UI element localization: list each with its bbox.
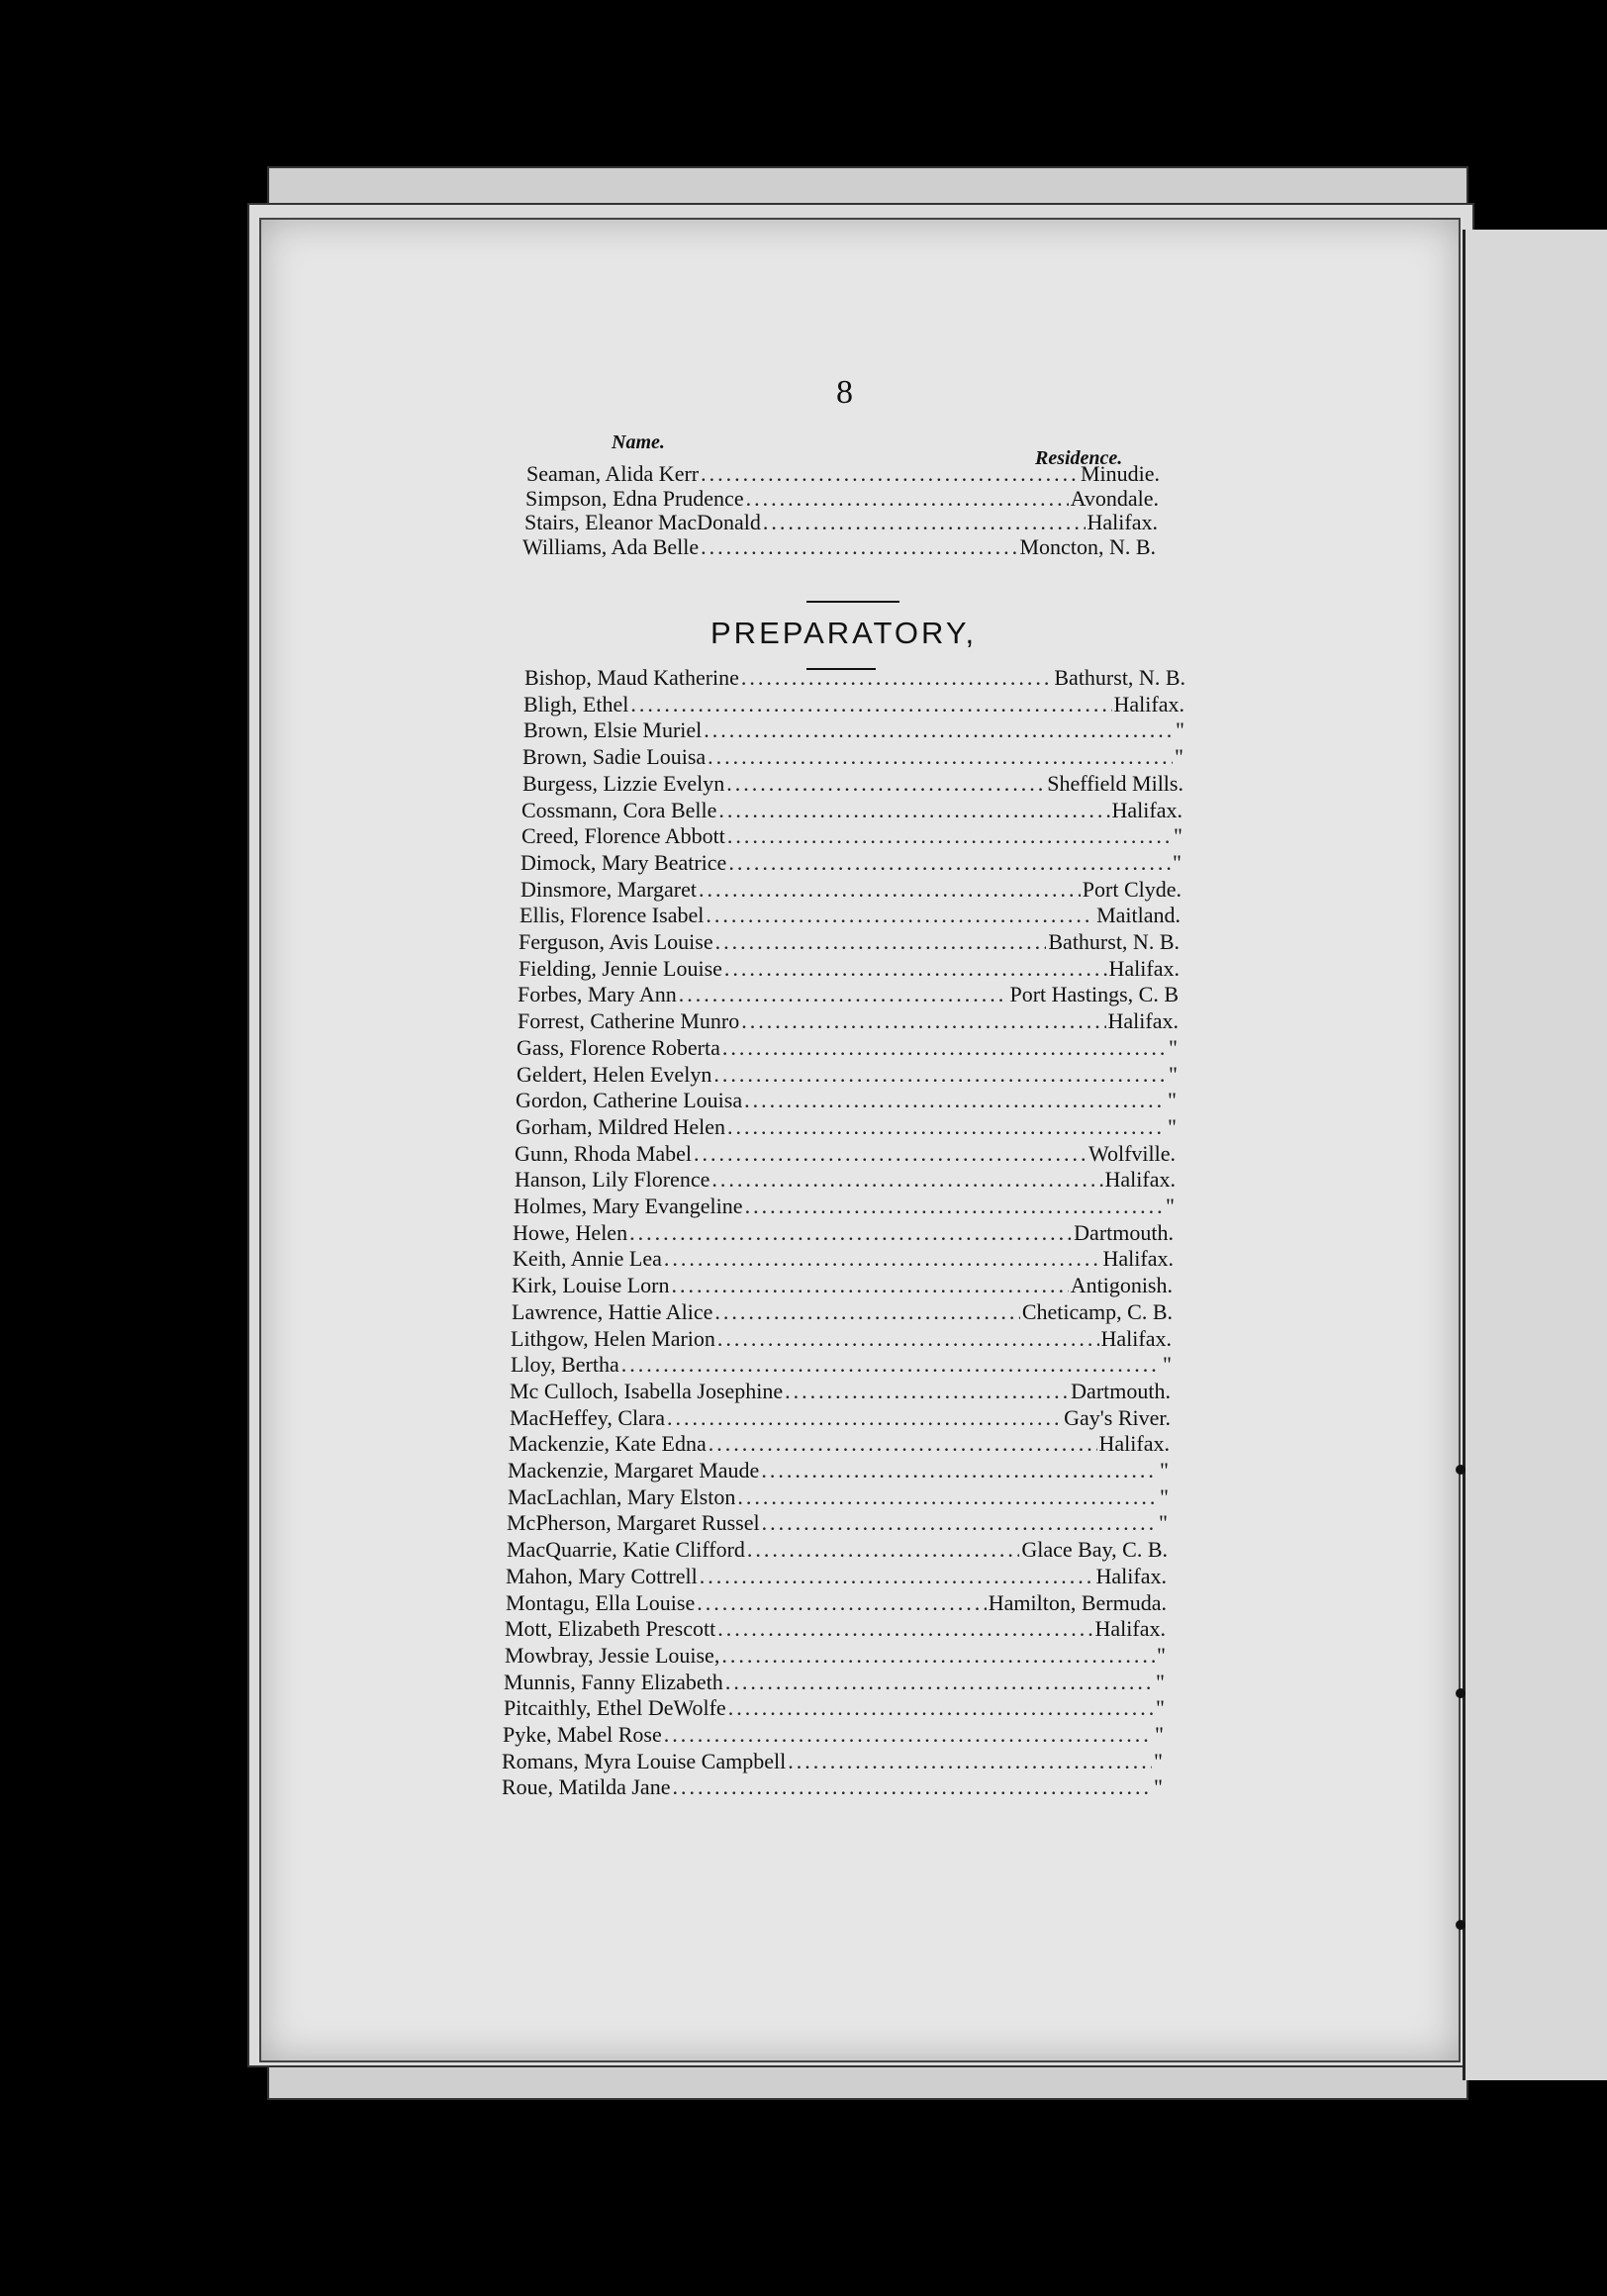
list-item [517, 1062, 1178, 1090]
leader-dots [762, 1510, 1157, 1536]
entry-residence: " [1174, 823, 1182, 849]
entry-residence: " [1163, 1352, 1172, 1378]
leader-dots [713, 1062, 1167, 1088]
column-header-name: Name. [612, 431, 665, 453]
entry-name: MacLachlan, Mary Elston [508, 1483, 736, 1509]
list-item [519, 929, 1180, 957]
list-item [516, 1114, 1177, 1142]
list-item [506, 1564, 1167, 1591]
entry-residence: " [1160, 1483, 1169, 1509]
section-title: PREPARATORY, [710, 616, 978, 650]
entry-residence: Dartmouth. [1071, 1378, 1171, 1403]
entry-name: Munnis, Fanny Elizabeth [504, 1669, 723, 1694]
list-item [520, 877, 1182, 905]
entry-residence: Halifax. [1107, 1008, 1179, 1034]
list-item [502, 1749, 1163, 1776]
entry-residence: Halifax. [1108, 955, 1180, 981]
binding-hole-3 [1456, 1920, 1465, 1930]
leader-dots [744, 1088, 1166, 1113]
list-item [521, 798, 1182, 825]
entry-name: Roue, Matilda Jane [502, 1774, 671, 1800]
entry-residence: Halifax. [1102, 1246, 1174, 1272]
entry-residence: Halifax. [1095, 1563, 1167, 1588]
entry-residence: " [1156, 1669, 1165, 1694]
list-item [505, 1643, 1166, 1671]
list-item [504, 1695, 1165, 1723]
entry-name: Lithgow, Helen Marion [511, 1325, 715, 1351]
entry-name: Howe, Helen [513, 1219, 628, 1245]
leader-dots [672, 1774, 1152, 1800]
list-item [511, 1352, 1172, 1380]
leader-dots [708, 744, 1173, 770]
list-item [518, 982, 1179, 1009]
list-item [510, 1405, 1171, 1433]
leader-dots [763, 510, 1086, 535]
column-header-residence: Residence. [1035, 447, 1123, 469]
entry-name: Hanson, Lily Florence [515, 1167, 710, 1193]
entry-name: Lloy, Bertha [511, 1352, 619, 1378]
entry-residence: Dartmouth. [1074, 1219, 1174, 1245]
leader-dots [747, 1537, 1019, 1563]
leader-dots [785, 1379, 1069, 1404]
list-item [515, 1167, 1176, 1195]
entry-residence: " [1168, 1088, 1177, 1113]
leader-dots [621, 1352, 1161, 1378]
entry-name: Lawrence, Hattie Alice [512, 1298, 713, 1324]
list-item [512, 1299, 1173, 1327]
entry-residence: " [1168, 1113, 1177, 1139]
leader-dots [722, 1035, 1167, 1061]
entry-residence: Halifax. [1087, 510, 1158, 534]
list-item [521, 823, 1182, 851]
entry-residence: " [1176, 718, 1184, 743]
section-divider-top [806, 601, 899, 603]
page-number: 8 [836, 374, 853, 411]
leader-dots [727, 1114, 1166, 1140]
leader-dots [745, 1194, 1164, 1219]
entry-residence: Antigonish. [1070, 1273, 1173, 1298]
entry-name: Geldert, Helen Evelyn [517, 1061, 712, 1087]
leader-dots [701, 534, 1017, 560]
entry-name: MacQuarrie, Katie Clifford [507, 1537, 745, 1563]
entry-name: Pyke, Mabel Rose [503, 1722, 662, 1747]
list-item [522, 534, 1156, 562]
entry-name: Forbes, Mary Ann [518, 982, 677, 1007]
list-item [512, 1273, 1173, 1300]
leader-dots [724, 956, 1107, 982]
entry-name: Brown, Elsie Muriel [523, 718, 703, 743]
leader-dots [737, 1484, 1158, 1510]
entry-residence: Minudie. [1080, 461, 1160, 486]
entry-residence: Halifax. [1111, 797, 1182, 822]
entry-residence: " [1155, 1722, 1164, 1747]
leader-dots [706, 903, 1094, 928]
entry-residence: " [1154, 1748, 1163, 1773]
list-item [504, 1670, 1165, 1697]
leader-dots [717, 1616, 1092, 1642]
entry-name: Pitcaithly, Ethel DeWolfe [504, 1695, 726, 1721]
entry-name: Romans, Myra Louise Campbell [502, 1748, 787, 1773]
entry-residence: Halifax. [1113, 691, 1184, 717]
entry-name: Kirk, Louise Lorn [512, 1273, 670, 1298]
entry-residence: Halifax. [1094, 1616, 1166, 1642]
leader-dots [694, 1141, 1087, 1167]
entry-name: Brown, Sadie Louisa [522, 744, 707, 770]
entry-residence: Port Hastings, C. B [1009, 982, 1179, 1007]
entry-name: Mackenzie, Margaret Maude [508, 1458, 760, 1483]
list-item [510, 1379, 1171, 1406]
list-item [524, 665, 1185, 693]
leader-dots [711, 1167, 1102, 1193]
entry-name: Burgess, Lizzie Evelyn [522, 770, 725, 796]
entry-name: Bligh, Ethel [523, 691, 629, 717]
entry-residence: " [1157, 1642, 1166, 1668]
list-item [502, 1774, 1163, 1802]
entry-residence: Hamilton, Bermuda. [988, 1589, 1167, 1615]
list-item [520, 850, 1182, 878]
leader-dots [671, 1273, 1068, 1298]
entry-name: Forrest, Catherine Munro [518, 1008, 740, 1034]
leader-dots [717, 1326, 1099, 1352]
entry-residence: Cheticamp, C. B. [1021, 1298, 1173, 1324]
list-item [513, 1246, 1174, 1274]
leader-dots [709, 1431, 1097, 1457]
facing-page-edge [1463, 230, 1607, 2080]
entry-name: Stairs, Eleanor MacDonald [524, 510, 761, 534]
list-item [523, 718, 1184, 745]
entry-residence: " [1166, 1194, 1175, 1218]
entry-name: Cossmann, Cora Belle [521, 797, 717, 822]
leader-dots [630, 692, 1111, 718]
entry-name: MacHeffey, Clara [510, 1404, 665, 1430]
leader-dots [700, 1564, 1094, 1589]
entry-residence: Port Clyde. [1082, 876, 1182, 902]
list-item [522, 771, 1183, 799]
list-item [523, 692, 1184, 719]
leader-dots [721, 1643, 1155, 1669]
leader-dots [714, 1299, 1019, 1325]
leader-dots [727, 823, 1172, 849]
leader-dots [667, 1405, 1062, 1431]
leader-dots [741, 665, 1052, 691]
binding-hole-1 [1456, 1465, 1465, 1475]
leader-dots [697, 1590, 987, 1616]
entry-name: Gass, Florence Roberta [517, 1034, 720, 1060]
entry-name: Ellis, Florence Isabel [520, 903, 705, 928]
entry-residence: Halifax. [1104, 1167, 1176, 1193]
leader-dots [728, 1695, 1154, 1721]
leader-dots [746, 486, 1069, 512]
leader-dots [679, 982, 1008, 1007]
entry-residence: Glace Bay, C. B. [1021, 1537, 1168, 1563]
entry-name: Dinsmore, Margaret [520, 876, 697, 902]
entry-residence: Maitland. [1096, 903, 1181, 928]
list-item [513, 1220, 1174, 1248]
entry-name: Mahon, Mary Cottrell [506, 1563, 698, 1588]
list-item [506, 1590, 1167, 1618]
list-item [509, 1431, 1170, 1459]
leader-dots [718, 798, 1109, 823]
entry-residence: Moncton, N. B. [1019, 533, 1156, 559]
entry-residence: Bathurst, N. B. [1048, 929, 1180, 954]
entry-name: Gordon, Catherine Louisa [516, 1088, 743, 1113]
leader-dots [664, 1246, 1101, 1272]
entry-residence: Wolfville. [1087, 1140, 1176, 1166]
list-item [507, 1537, 1168, 1565]
list-item [507, 1510, 1168, 1538]
leader-dots [664, 1722, 1153, 1748]
list-item [514, 1194, 1175, 1221]
entry-name: Gunn, Rhoda Mabel [515, 1140, 693, 1166]
list-item [517, 1035, 1178, 1063]
leader-dots [715, 929, 1047, 955]
list-item [518, 1008, 1179, 1036]
leader-dots [726, 771, 1045, 797]
list-item [503, 1722, 1164, 1750]
leader-dots [704, 718, 1174, 743]
entry-name: Seaman, Alida Kerr [526, 461, 700, 486]
entry-residence: Halifax. [1098, 1431, 1170, 1457]
list-item [508, 1484, 1169, 1512]
list-item [508, 1458, 1169, 1485]
entry-residence: " [1169, 1034, 1178, 1060]
leader-dots [761, 1458, 1158, 1483]
entry-residence: " [1156, 1695, 1165, 1721]
leader-dots [788, 1749, 1152, 1774]
entry-name: Dimock, Mary Beatrice [520, 849, 727, 875]
entry-name: Williams, Ada Belle [522, 533, 700, 559]
entry-residence: Halifax. [1100, 1325, 1172, 1351]
entry-residence: " [1169, 1061, 1178, 1087]
entry-residence: " [1173, 849, 1182, 875]
leader-dots [728, 850, 1171, 876]
entry-residence: Gay's River. [1064, 1404, 1171, 1430]
entry-name: Fielding, Jennie Louise [519, 955, 722, 981]
entry-name: Gorham, Mildred Helen [516, 1113, 725, 1139]
leader-dots [699, 877, 1081, 903]
entry-name: Mc Culloch, Isabella Josephine [510, 1378, 784, 1403]
list-item [515, 1141, 1176, 1169]
entry-name: Montagu, Ella Louise [506, 1589, 696, 1615]
list-item [511, 1326, 1172, 1354]
entry-residence: Avondale. [1070, 485, 1159, 511]
entry-name: McPherson, Margaret Russel [507, 1510, 760, 1536]
entry-name: Keith, Annie Lea [513, 1246, 662, 1272]
entry-name: Holmes, Mary Evangeline [514, 1194, 743, 1218]
entry-name: Mott, Elizabeth Prescott [505, 1616, 716, 1642]
list-item [505, 1616, 1166, 1644]
entry-residence: " [1159, 1510, 1168, 1536]
list-item [520, 903, 1181, 930]
entry-name: Simpson, Edna Prudence [525, 485, 744, 511]
entry-residence: " [1154, 1774, 1163, 1800]
entry-residence: Sheffield Mills. [1047, 770, 1183, 796]
list-item [519, 956, 1180, 984]
entry-residence: Bathurst, N. B. [1054, 665, 1185, 690]
entry-residence: " [1175, 744, 1183, 770]
entry-name: Mowbray, Jessie Louise, [505, 1642, 720, 1668]
binding-hole-2 [1456, 1688, 1465, 1698]
list-item [522, 744, 1183, 772]
leader-dots [725, 1670, 1154, 1695]
entry-name: Mackenzie, Kate Edna [509, 1431, 707, 1457]
entry-name: Bishop, Maud Katherine [524, 665, 739, 690]
entry-name: Creed, Florence Abbott [521, 823, 725, 849]
list-item [516, 1088, 1177, 1115]
leader-dots [741, 1008, 1105, 1034]
leader-dots [701, 461, 1079, 487]
leader-dots [629, 1220, 1072, 1246]
entry-name: Ferguson, Avis Louise [519, 929, 713, 954]
entry-residence: " [1160, 1458, 1169, 1483]
